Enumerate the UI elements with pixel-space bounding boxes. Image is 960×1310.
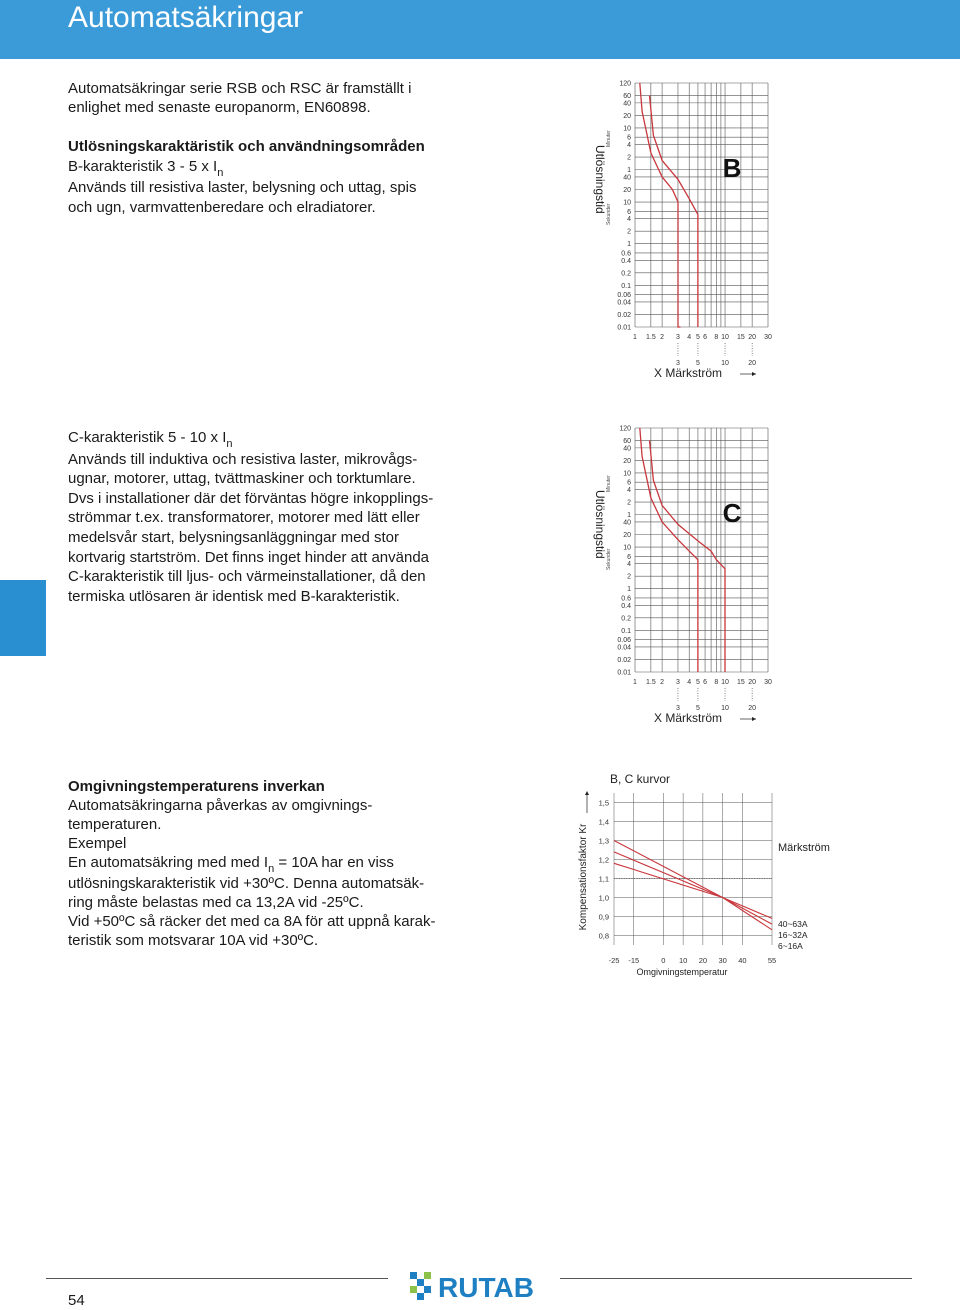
y-tick-label: 40 (623, 519, 631, 527)
x-tick-label: 20 (748, 679, 757, 686)
y-tick-label: 40 (623, 174, 631, 182)
y-tick-label: 6 (627, 479, 631, 487)
c-description-line: Dvs i installationer där det förväntas högre inkopplings- (68, 489, 434, 507)
b-characteristic: B-karakteristik 3 - 5 x $I_n$ (68, 157, 224, 179)
x-tick-label: 10 (721, 679, 729, 686)
chart-title: B, C kurvor (610, 772, 671, 786)
y-tick-label: 120 (619, 80, 631, 88)
y-tick-label: 1,1 (598, 874, 609, 884)
y-tick-label: 6 (627, 553, 631, 561)
y-tick-label: 1 (627, 512, 631, 520)
c-description-line: Används till induktiva och resistiva laster, mikrovågs- (68, 450, 418, 468)
y-tick-label: 40 (623, 100, 631, 108)
x-tick-label: -15 (628, 956, 640, 965)
y-tick-label: 0.1 (621, 282, 631, 290)
x-tick-label: 30 (764, 334, 772, 341)
intro-line: Automatsäkringar serie RSB och RSC är framställt i (68, 80, 412, 97)
x-tick-label: 1 (633, 334, 637, 341)
y-tick-label: 10 (623, 199, 631, 207)
y-axis-label: Kompensationsfaktor Kr (578, 823, 589, 931)
temperature-section (68, 777, 478, 950)
minutes-label: Minuter (606, 130, 612, 147)
y-tick-label: 1 (627, 167, 631, 175)
y-tick-label: 40 (623, 445, 631, 453)
rutab-logo-mark (408, 1268, 553, 1302)
x-tick-label: 2 (660, 334, 665, 341)
x-tick-label: 6 (703, 679, 708, 686)
y-tick-label: 0,9 (598, 912, 609, 922)
x-axis-label: X Märkström (653, 366, 723, 380)
seconds-label: Sekunder (606, 548, 612, 570)
x-tick-label-secondary: 3 (676, 705, 680, 712)
intro-paragraph (68, 79, 478, 118)
y-tick-label: 0.04 (617, 299, 631, 307)
x-axis-arrowhead (752, 372, 756, 376)
c-description-line: medelsvår start, belysningsanläggningar med stor (68, 528, 400, 546)
x-tick-label: 8 (714, 679, 719, 686)
y-tick-label: 0.6 (621, 595, 631, 603)
y-tick-label: 2 (627, 573, 631, 581)
series-line-2 (614, 863, 772, 918)
x-tick-label-secondary: 10 (721, 705, 729, 712)
c-heading: C-karakteristik 5 - 10 x $I_n$ (68, 429, 233, 450)
x-axis-arrowhead (752, 717, 756, 721)
x-tick-label: 1 (633, 679, 637, 686)
y-tick-label: 0.6 (621, 250, 631, 258)
temperature-line: temperaturen. (68, 816, 162, 833)
y-tick-label: 0.2 (621, 270, 631, 278)
x-tick-label: 10 (678, 956, 688, 965)
y-axis-arrowhead (585, 791, 589, 795)
y-tick-label: 0.04 (617, 644, 631, 652)
y-tick-label: 10 (623, 470, 631, 478)
y-tick-label: 0.02 (617, 311, 631, 319)
x-tick-label: 8 (714, 334, 719, 341)
y-tick-label: 2 (627, 499, 631, 507)
x-tick-label-secondary: 5 (695, 360, 700, 367)
legend-entry: 40~63A (778, 919, 808, 929)
seconds-label: Sekunder (606, 203, 612, 225)
y-tick-label: 1,0 (598, 893, 609, 903)
x-tick-label: 4 (687, 334, 692, 341)
y-tick-label: 10 (623, 544, 631, 552)
y-tick-label: 0.01 (617, 669, 631, 677)
temperature-chart (572, 765, 872, 990)
x-tick-label: 5 (695, 679, 700, 686)
x-tick-label: 55 (767, 956, 777, 965)
chart-title: B (722, 153, 742, 183)
temperature-chart-svg (572, 765, 872, 985)
x-tick-label: 15 (736, 334, 745, 341)
y-tick-label: 0.4 (621, 257, 631, 265)
x-tick-label: -25 (608, 956, 620, 965)
temperature-line: En automatsäkring med med $I_n = 10A$ har en viss (68, 854, 394, 875)
trip-chart-c-svg (580, 420, 780, 730)
x-tick-label-secondary: 10 (721, 360, 729, 367)
y-tick-label: 4 (627, 487, 631, 495)
y-tick-label: 6 (627, 208, 631, 216)
y-tick-label: 2 (627, 228, 631, 236)
y-tick-label: 0.4 (621, 602, 631, 610)
y-tick-label: 20 (623, 112, 631, 120)
trip-curve-min (640, 83, 681, 327)
y-axis-label: Utlösningstid (593, 145, 607, 214)
y-tick-label: 20 (623, 457, 631, 465)
x-axis-label: X Märkström (653, 711, 723, 725)
x-tick-label: 5 (695, 334, 700, 341)
y-tick-label: 4 (627, 142, 631, 150)
x-tick-label: 2 (660, 679, 665, 686)
y-tick-label: 10 (623, 125, 631, 133)
side-tab-marker (0, 580, 46, 656)
legend-entry: 6~16A (778, 941, 803, 951)
x-tick-label-secondary: 3 (676, 360, 680, 367)
c-description-line: C-karakteristik till ljus- och värmeinstallationer, då den (68, 568, 426, 586)
x-tick-label: 30 (718, 956, 727, 965)
y-tick-label: 120 (619, 425, 631, 433)
temperature-line: utlösningskarakteristik vid +30ºC. Denna automatsäk- (68, 875, 425, 892)
y-tick-label: 0.2 (621, 615, 631, 623)
y-tick-label: 1,3 (598, 836, 609, 846)
y-tick-label: 20 (623, 531, 631, 539)
b-section (68, 137, 478, 217)
y-tick-label: 1,5 (598, 798, 609, 808)
y-tick-label: 1,4 (598, 817, 609, 827)
y-tick-label: 1,2 (598, 855, 609, 865)
x-tick-label: 40 (738, 956, 747, 965)
temperature-line: Exempel (68, 835, 127, 852)
trip-chart-b-svg (580, 75, 780, 385)
temperature-line: Automatsäkringarna påverkas av omgivnings- (68, 797, 373, 814)
temperature-heading: Omgivningstemperaturens inverkan (68, 778, 325, 795)
b-description-line: och ugn, varmvattenberedare och elradiatorer. (68, 198, 376, 216)
y-tick-label: 60 (623, 93, 631, 101)
minutes-label: Minuter (606, 475, 612, 492)
c-description-line: kortvarig startström. Det finns inget hinder att använda (68, 548, 430, 566)
y-tick-label: 4 (627, 561, 631, 569)
y-tick-label: 1 (627, 241, 631, 249)
page-header (0, 0, 960, 59)
y-tick-label: 0.02 (617, 656, 631, 664)
y-tick-label: 0,8 (598, 931, 609, 941)
y-tick-label: 4 (627, 216, 631, 224)
y-axis-label: Utlösningstid (593, 490, 607, 559)
rutab-logo (408, 1268, 553, 1302)
temperature-line: Vid +50ºC så räcker det med ca 8A för att uppnå karak- (68, 913, 436, 930)
y-tick-label: 0.01 (617, 324, 631, 332)
x-tick-label: 1.5 (645, 334, 656, 341)
x-tick-label: 20 (698, 956, 708, 965)
x-tick-label: 20 (748, 334, 757, 341)
y-tick-label: 2 (627, 154, 631, 162)
trip-chart-b (580, 75, 780, 390)
x-tick-label: 0 (661, 956, 666, 965)
y-tick-label: 0.1 (621, 627, 631, 635)
x-axis-label: Omgivningstemperatur (636, 967, 728, 977)
y-tick-label: 1 (627, 586, 631, 594)
x-tick-label: 1.5 (645, 679, 656, 686)
b-description-line: Används till resistiva laster, belysning och uttag, spis (68, 179, 417, 196)
c-description-line: termiska utlösaren är identisk med B-karakteristik. (68, 587, 400, 605)
page-number: 54 (68, 1292, 85, 1309)
x-tick-label-secondary: 20 (748, 705, 757, 712)
x-tick-label: 10 (721, 334, 729, 341)
x-tick-label-secondary: 5 (695, 705, 700, 712)
x-tick-label: 6 (703, 334, 708, 341)
x-tick-label: 3 (676, 334, 680, 341)
c-description-line: ugnar, motorer, uttag, tvättmaskiner och torktumlare. (68, 470, 416, 488)
x-tick-label: 4 (687, 679, 692, 686)
y-tick-label: 0.06 (617, 637, 631, 645)
temperature-line: teristik som motsvarar 10A vid +30ºC. (68, 932, 319, 949)
legend-title: Märkström (778, 842, 830, 854)
x-tick-label: 3 (676, 679, 680, 686)
trip-chart-c (580, 420, 780, 735)
page-title: Automatsäkringar (68, 1, 304, 34)
rutab-logo-text: RUTAB (438, 1272, 534, 1302)
y-tick-label: 60 (623, 438, 631, 446)
y-tick-label: 20 (623, 186, 631, 194)
y-tick-label: 0.06 (617, 292, 631, 300)
footer-divider-left (46, 1278, 388, 1279)
x-tick-label: 15 (736, 679, 745, 686)
legend-entry: 16~32A (778, 930, 808, 940)
c-description-line: strömmar t.ex. transformatorer, motorer med lätt eller (68, 509, 420, 527)
y-tick-label: 6 (627, 134, 631, 142)
x-tick-label: 30 (764, 679, 772, 686)
footer-divider-right (560, 1278, 912, 1279)
intro-line: enlighet med senaste europanorm, EN60898. (68, 99, 371, 117)
temperature-line: ring måste belastas med ca 13,2A vid -25ºC. (68, 894, 364, 911)
x-tick-label-secondary: 20 (748, 360, 757, 367)
chart-title: C (722, 498, 742, 528)
b-heading: Utlösningskaraktäristik och användningsområden (68, 138, 425, 155)
c-section (68, 428, 478, 606)
